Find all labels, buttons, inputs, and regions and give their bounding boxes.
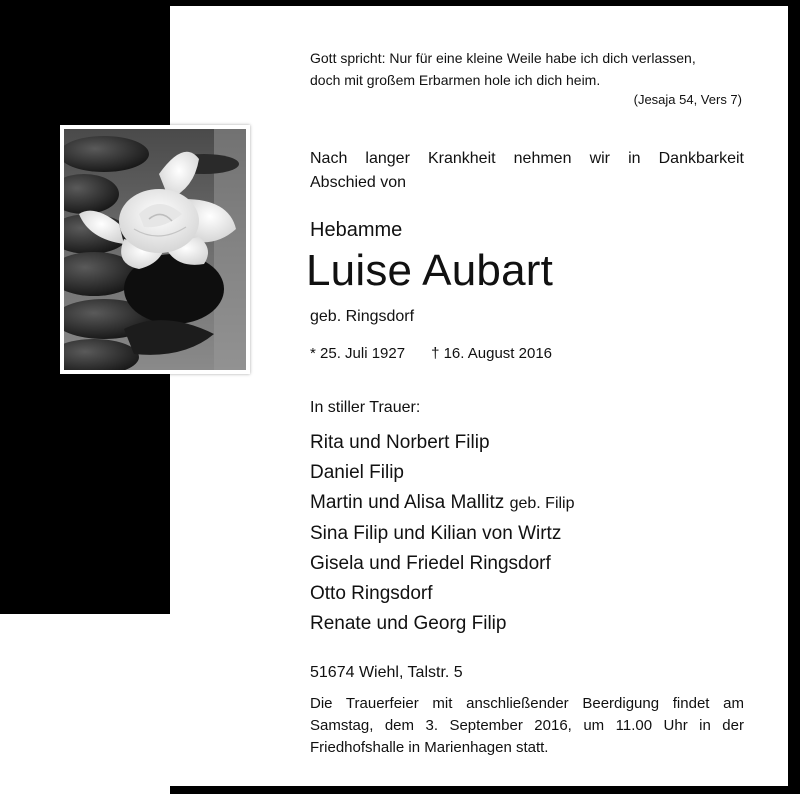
mourner-suffix: geb. Filip (509, 495, 575, 512)
family-address: 51674 Wiehl, Talstr. 5 (310, 664, 463, 681)
notice-line-3: Friedhofshalle in Marienhagen statt. (310, 739, 549, 756)
mourner-entry: Gisela und Friedel Ringsdorf (310, 553, 551, 574)
obituary-card (170, 6, 788, 786)
intro-line-2: Abschied von (310, 174, 407, 191)
maiden-name: geb. Ringsdorf (310, 308, 415, 325)
profession: Hebamme (310, 219, 403, 241)
white-rose-on-stones-photo-icon (64, 129, 246, 370)
bible-quote-line-2: doch mit großem Erbarmen hole ich dich heim. (310, 72, 601, 88)
deceased-name: Luise Aubart (306, 246, 554, 295)
intro-line-1: Nach langer Krankheit nehmen wir in Dankbarkeit (310, 150, 744, 167)
mourner-entry: Otto Ringsdorf (310, 583, 433, 604)
notice-line-1: Die Trauerfeier mit anschließender Beerdigung findet am (310, 695, 744, 712)
mourner-entry: Rita und Norbert Filip (310, 432, 490, 453)
page-margin (0, 614, 170, 794)
funeral-notice (310, 693, 744, 759)
life-dates (310, 345, 552, 362)
death-date: † 16. August 2016 (431, 345, 553, 362)
bible-quote-line-1: Gott spricht: Nur für eine kleine Weile habe ich dich verlassen, (310, 50, 696, 66)
mourning-label: In stiller Trauer: (310, 399, 421, 416)
notice-line-2: Samstag, dem 3. September 2016, um 11.00 Uhr in der (310, 717, 744, 734)
birth-date: * 25. Juli 1927 (310, 345, 406, 362)
memorial-photo (60, 125, 250, 374)
mourner-entry: Sina Filip und Kilian von Wirtz (310, 523, 562, 544)
intro-text (310, 147, 744, 195)
mourners-list (310, 428, 575, 639)
bible-quote-reference: (Jesaja 54, Vers 7) (633, 92, 742, 107)
mourner-entry: Daniel Filip (310, 462, 404, 483)
mourner-entry: Renate und Georg Filip (310, 613, 507, 634)
mourner-entry: Martin und Alisa Mallitz geb. Filip (310, 492, 575, 513)
